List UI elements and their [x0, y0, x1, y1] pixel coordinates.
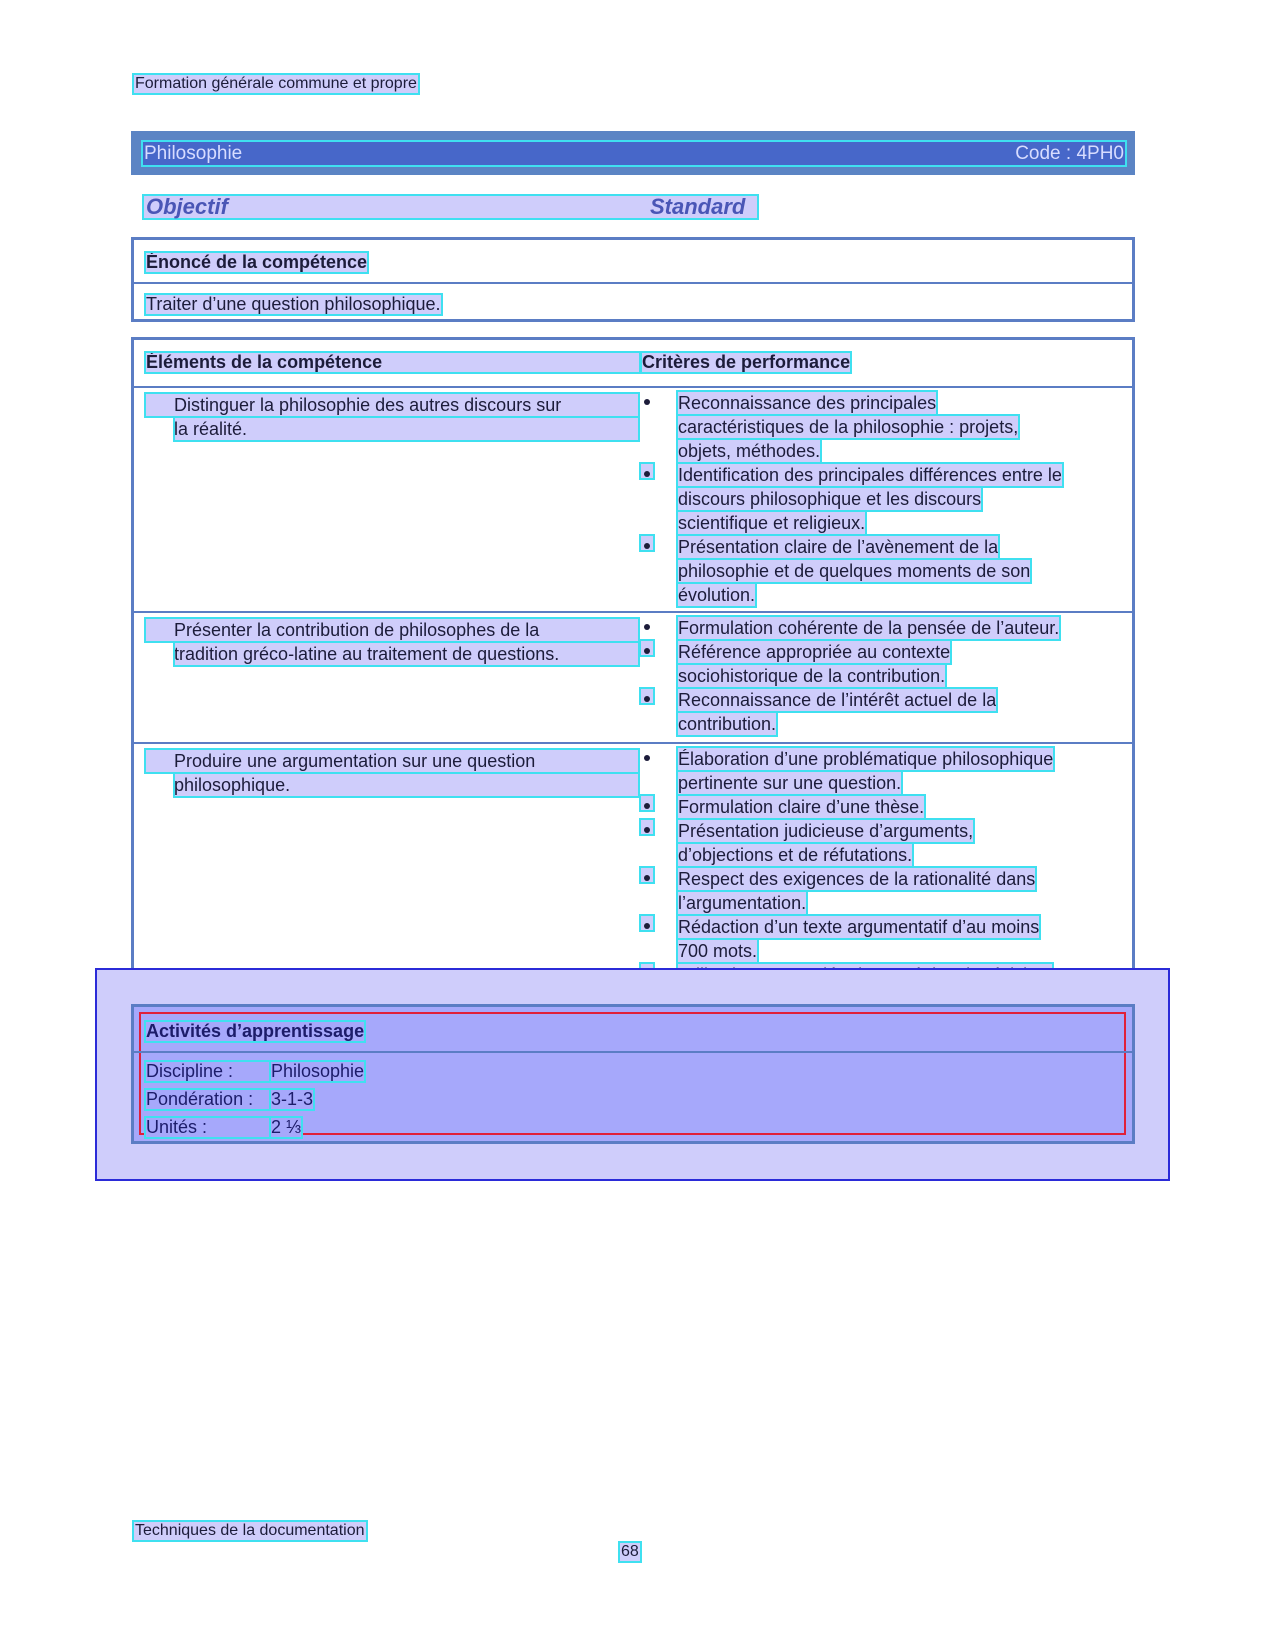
- criteria-line: Rédaction d’un texte argumentatif d’au moins: [678, 917, 1040, 937]
- bullet-icon: [640, 867, 654, 883]
- criteria-line: évolution.: [678, 585, 756, 605]
- activities-divider: [134, 1051, 1132, 1053]
- element-text-line: Présenter la contribution de philosophes de la: [145, 618, 639, 642]
- objectif-label: Objectif: [146, 194, 228, 219]
- element-text-line: tradition gréco-latine au traitement de questions.: [174, 642, 639, 666]
- bullet-icon: [640, 688, 654, 704]
- enonce-text: Traiter d’une question philosophique.: [146, 294, 441, 314]
- criteria-line: sociohistorique de la contribution.: [678, 666, 946, 686]
- criteria-list: [640, 616, 1120, 736]
- course-name: Philosophie: [144, 143, 243, 164]
- criteria-line: Formulation cohérente de la pensée de l’auteur.: [678, 618, 1060, 638]
- element-text-line: la réalité.: [174, 417, 639, 441]
- criteria-line: Élaboration d’une problématique philosophique: [678, 749, 1054, 769]
- standard-label: Standard: [650, 194, 746, 219]
- criteria-line: d’objections et de réfutations.: [678, 845, 913, 865]
- ponderation-label: Pondération :: [145, 1089, 270, 1110]
- discipline-value: Philosophie: [271, 1061, 365, 1081]
- activities-title: Activités d’apprentissage: [146, 1021, 365, 1041]
- criteria-item: [640, 391, 1120, 463]
- discipline-label: Discipline :: [145, 1061, 270, 1082]
- criteria-list: [640, 747, 1120, 987]
- row-divider: [134, 611, 1132, 613]
- enonce-box: [131, 237, 1135, 322]
- criteria-line: scientifique et religieux.: [678, 513, 866, 533]
- discipline-row: [145, 1061, 365, 1082]
- criteria-header: Critères de performance: [642, 352, 851, 372]
- criteria-item: [640, 867, 1120, 915]
- criteria-line: discours philosophique et les discours: [678, 489, 982, 509]
- course-code: Code : 4PH0: [1015, 143, 1124, 164]
- criteria-item: [640, 747, 1120, 795]
- criteria-line: contribution.: [678, 714, 777, 734]
- unites-label: Unités :: [145, 1117, 270, 1138]
- criteria-line: philosophie et de quelques moments de son: [678, 561, 1031, 581]
- criteria-item: [640, 915, 1120, 963]
- enonce-divider: [134, 282, 1132, 284]
- bullet-icon: [640, 391, 654, 407]
- criteria-item: [640, 688, 1120, 736]
- ponderation-row: [145, 1089, 314, 1110]
- element-text-line: Distinguer la philosophie des autres discours sur: [145, 393, 639, 417]
- criteria-line: Présentation claire de l’avènement de la: [678, 537, 999, 557]
- objectif-standard-bar: [143, 195, 758, 219]
- criteria-line: Reconnaissance des principales: [678, 393, 937, 413]
- criteria-item: [640, 616, 1120, 640]
- criteria-line: Identification des principales différences entre le: [678, 465, 1062, 485]
- criteria-line: caractéristiques de la philosophie : projets,: [678, 417, 1019, 437]
- activities-box: [131, 1004, 1135, 1144]
- course-title-bar-inner: [143, 142, 1125, 165]
- element-text-line: philosophique.: [174, 773, 639, 797]
- bullet-icon: [640, 819, 654, 835]
- header-divider: [134, 386, 1132, 388]
- unites-value: 2 ⅓: [271, 1117, 302, 1137]
- criteria-item: [640, 463, 1120, 535]
- page-number: 68: [621, 1543, 639, 1560]
- criteria-item: [640, 795, 1120, 819]
- bullet-icon: [640, 640, 654, 656]
- element-text-line: Produire une argumentation sur une question: [145, 749, 639, 773]
- row-divider: [134, 742, 1132, 744]
- criteria-list: [640, 391, 1120, 607]
- criteria-line: Formulation claire d’une thèse.: [678, 797, 925, 817]
- criteria-line: l’argumentation.: [678, 893, 807, 913]
- criteria-line: Respect des exigences de la rationalité dans: [678, 869, 1036, 889]
- bullet-icon: [640, 463, 654, 479]
- criteria-line: pertinente sur une question.: [678, 773, 902, 793]
- criteria-line: Présentation judicieuse d’arguments,: [678, 821, 974, 841]
- bullet-icon: [640, 535, 654, 551]
- criteria-line: Reconnaissance de l’intérêt actuel de la: [678, 690, 997, 710]
- criteria-item: [640, 535, 1120, 607]
- course-title-bar: [131, 131, 1135, 175]
- unites-row: [145, 1117, 302, 1138]
- criteria-item: [640, 640, 1120, 688]
- criteria-line: 700 mots.: [678, 941, 758, 961]
- footer-program: Techniques de la documentation: [135, 1522, 365, 1539]
- elements-box: [131, 337, 1135, 989]
- criteria-line: Référence appropriée au contexte: [678, 642, 951, 662]
- running-header: Formation générale commune et propre: [135, 75, 417, 92]
- bullet-icon: [640, 915, 654, 931]
- bullet-icon: [640, 795, 654, 811]
- criteria-item: [640, 819, 1120, 867]
- bullet-icon: [640, 747, 654, 763]
- elements-header: Éléments de la compétence: [145, 352, 640, 373]
- enonce-title: Énoncé de la compétence: [146, 252, 368, 272]
- bullet-icon: [640, 616, 654, 632]
- ponderation-value: 3-1-3: [271, 1089, 314, 1109]
- criteria-line: objets, méthodes.: [678, 441, 821, 461]
